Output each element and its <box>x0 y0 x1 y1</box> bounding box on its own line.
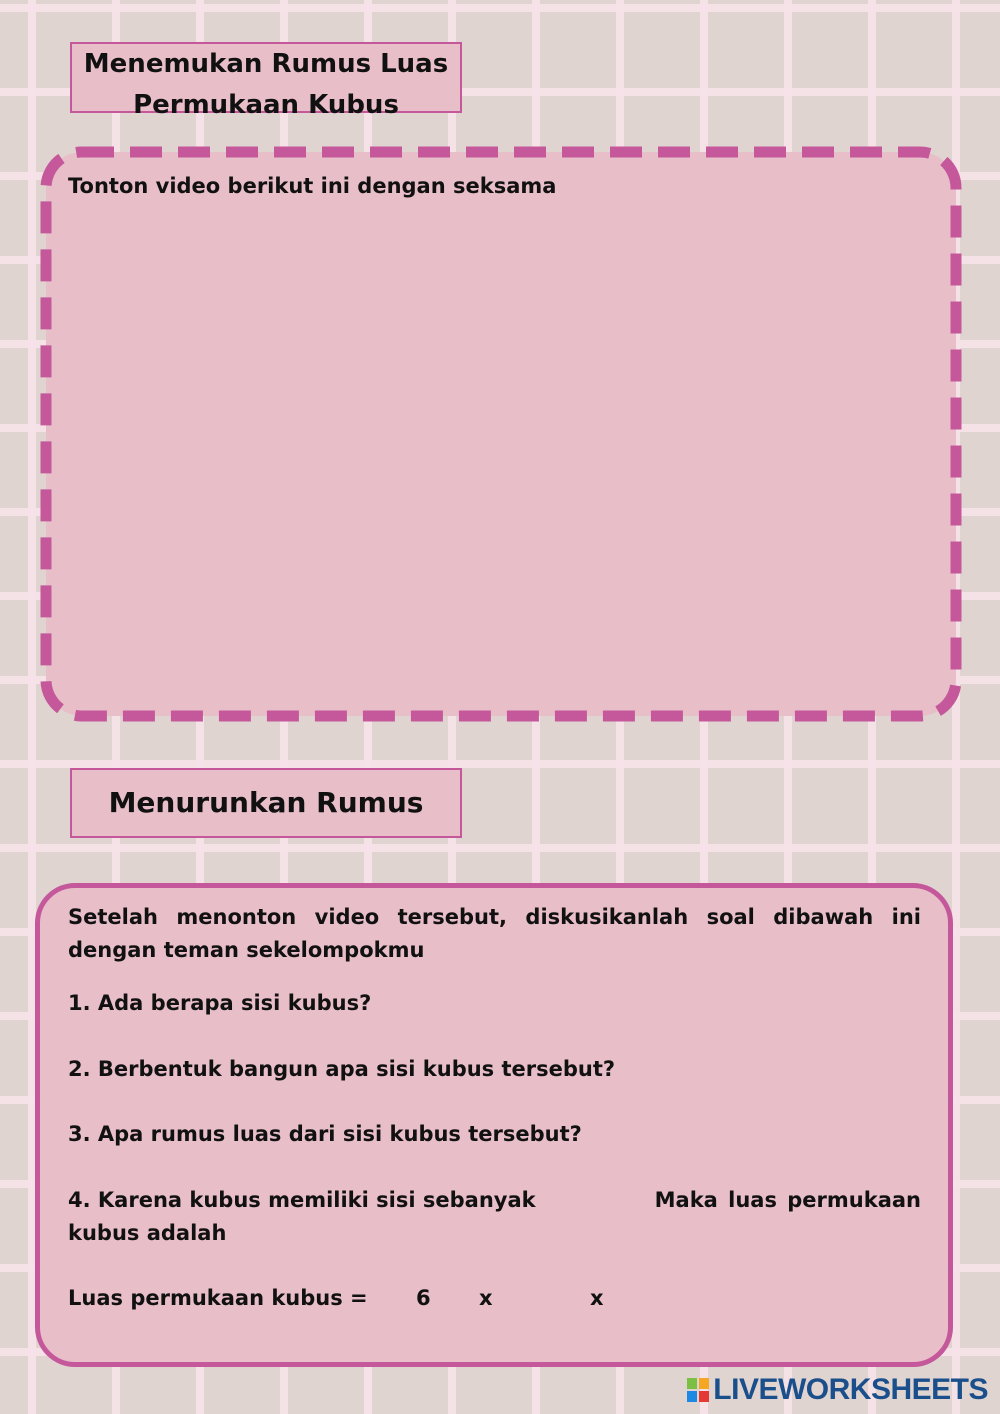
question-4-line2: kubus adalah <box>68 1221 227 1245</box>
dashed-border <box>46 152 956 716</box>
video-instruction: Tonton video berikut ini dengan seksama <box>68 174 557 198</box>
question-3: 3. Apa rumus luas dari sisi kubus tersebut? <box>68 1122 582 1146</box>
formula-value: 6 <box>416 1286 431 1310</box>
video-panel[interactable] <box>40 146 962 722</box>
question-4-part2: Maka luas permukaan <box>654 1188 921 1212</box>
logo-text: LIVEWORKSHEETS <box>713 1373 988 1406</box>
question-1: 1. Ada berapa sisi kubus? <box>68 991 372 1015</box>
logo-icon <box>687 1378 709 1402</box>
section-title: Menurunkan Rumus <box>70 768 462 838</box>
formula-label: Luas permukaan kubus = <box>68 1286 368 1310</box>
question-4 <box>68 1184 921 1217</box>
question-2: 2. Berbentuk bangun apa sisi kubus tersebut? <box>68 1057 616 1081</box>
liveworksheets-logo <box>687 1372 988 1408</box>
times-sign-1: x <box>479 1286 493 1310</box>
times-sign-2: x <box>590 1286 604 1310</box>
question-4-part1: 4. Karena kubus memiliki sisi sebanyak <box>68 1188 536 1212</box>
video-panel-frame <box>40 146 962 722</box>
intro-text-line1: Setelah menonton video tersebut, diskusikanlah soal dibawah ini <box>68 905 921 929</box>
intro-text-line2: dengan teman sekelompokmu <box>68 938 425 962</box>
page-title: Menemukan Rumus Luas Permukaan Kubus <box>70 42 462 113</box>
